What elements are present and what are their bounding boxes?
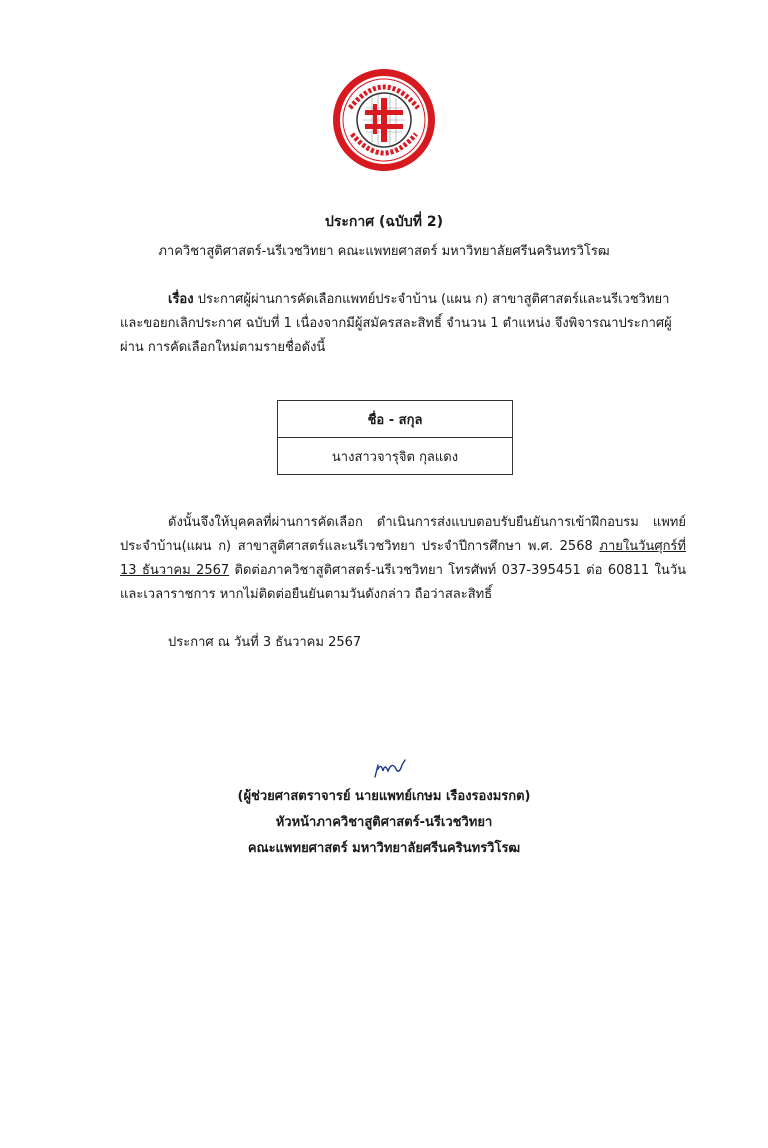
body-text-part2: ติดต่อภาควิชาสูติศาสตร์-นรีเวชวิทยา โทรศัพท์ 037-395451 ต่อ 60811 ในวันและเวลาราชการ หากไม่ติดต่อยืนยันตามวันดังกล่าว ถือว่าสละสิทธิ์	[120, 563, 687, 602]
announcement-title: ประกาศ (ฉบับที่ 2)	[325, 214, 443, 230]
body-paragraph	[120, 511, 686, 607]
signatory-position: หัวหน้าภาควิชาสูติศาสตร์-นรีเวชวิทยา	[275, 815, 493, 830]
table-row	[278, 438, 513, 475]
university-seal-logo	[332, 68, 436, 172]
body-text-part1: ดังนั้นจึงให้บุคคลที่ผ่านการคัดเลือก ดำเนินการส่งแบบตอบรับยืนยันการเข้าฝึกอบรม แพทย์ประจำบ้าน(แผน ก) สาขาสูติศาสตร์และนรีเวชวิทยา ประจำปีการศึกษา พ.ศ. 2568	[120, 515, 686, 554]
subject-text: ประกาศผู้ผ่านการคัดเลือกแพทย์ประจำบ้าน (แผน ก) สาขาสูติศาสตร์และนรีเวชวิทยา และขอยกเลิกประกาศ ฉบับที่ 1 เนื่องจากมีผู้สมัครสละสิทธิ์ จำนวน 1 ตำแหน่ง จึงพิจารณาประกาศผู้ผ่าน การคัดเลือกใหม่ตามรายชื่อดังนี้	[120, 292, 672, 355]
candidate-name-cell: นางสาวจารุจิต กุลแดง	[278, 438, 513, 475]
handwritten-signature	[372, 757, 412, 783]
signatory-organization: คณะแพทยศาสตร์ มหาวิทยาลัยศรีนครินทรวิโรฒ	[247, 841, 521, 856]
candidate-table	[277, 400, 513, 475]
announcement-date: ประกาศ ณ วันที่ 3 ธันวาคม 2567	[168, 635, 362, 650]
deadline-text: ภายในวันศุกร์ที่ 13 ธันวาคม 2567	[120, 539, 686, 578]
announcement-subtitle: ภาควิชาสูติศาสตร์-นรีเวชวิทยา คณะแพทยศาสตร์ มหาวิทยาลัยศรีนครินทรวิโรฒ	[158, 244, 610, 259]
signatory-name: (ผู้ช่วยศาสตราจารย์ นายแพทย์เกษม เรืองรองมรกต)	[237, 789, 531, 804]
subject-paragraph	[120, 288, 680, 360]
table-header-name: ชื่อ - สกุล	[278, 401, 513, 438]
subject-label: เรื่อง	[168, 292, 194, 307]
